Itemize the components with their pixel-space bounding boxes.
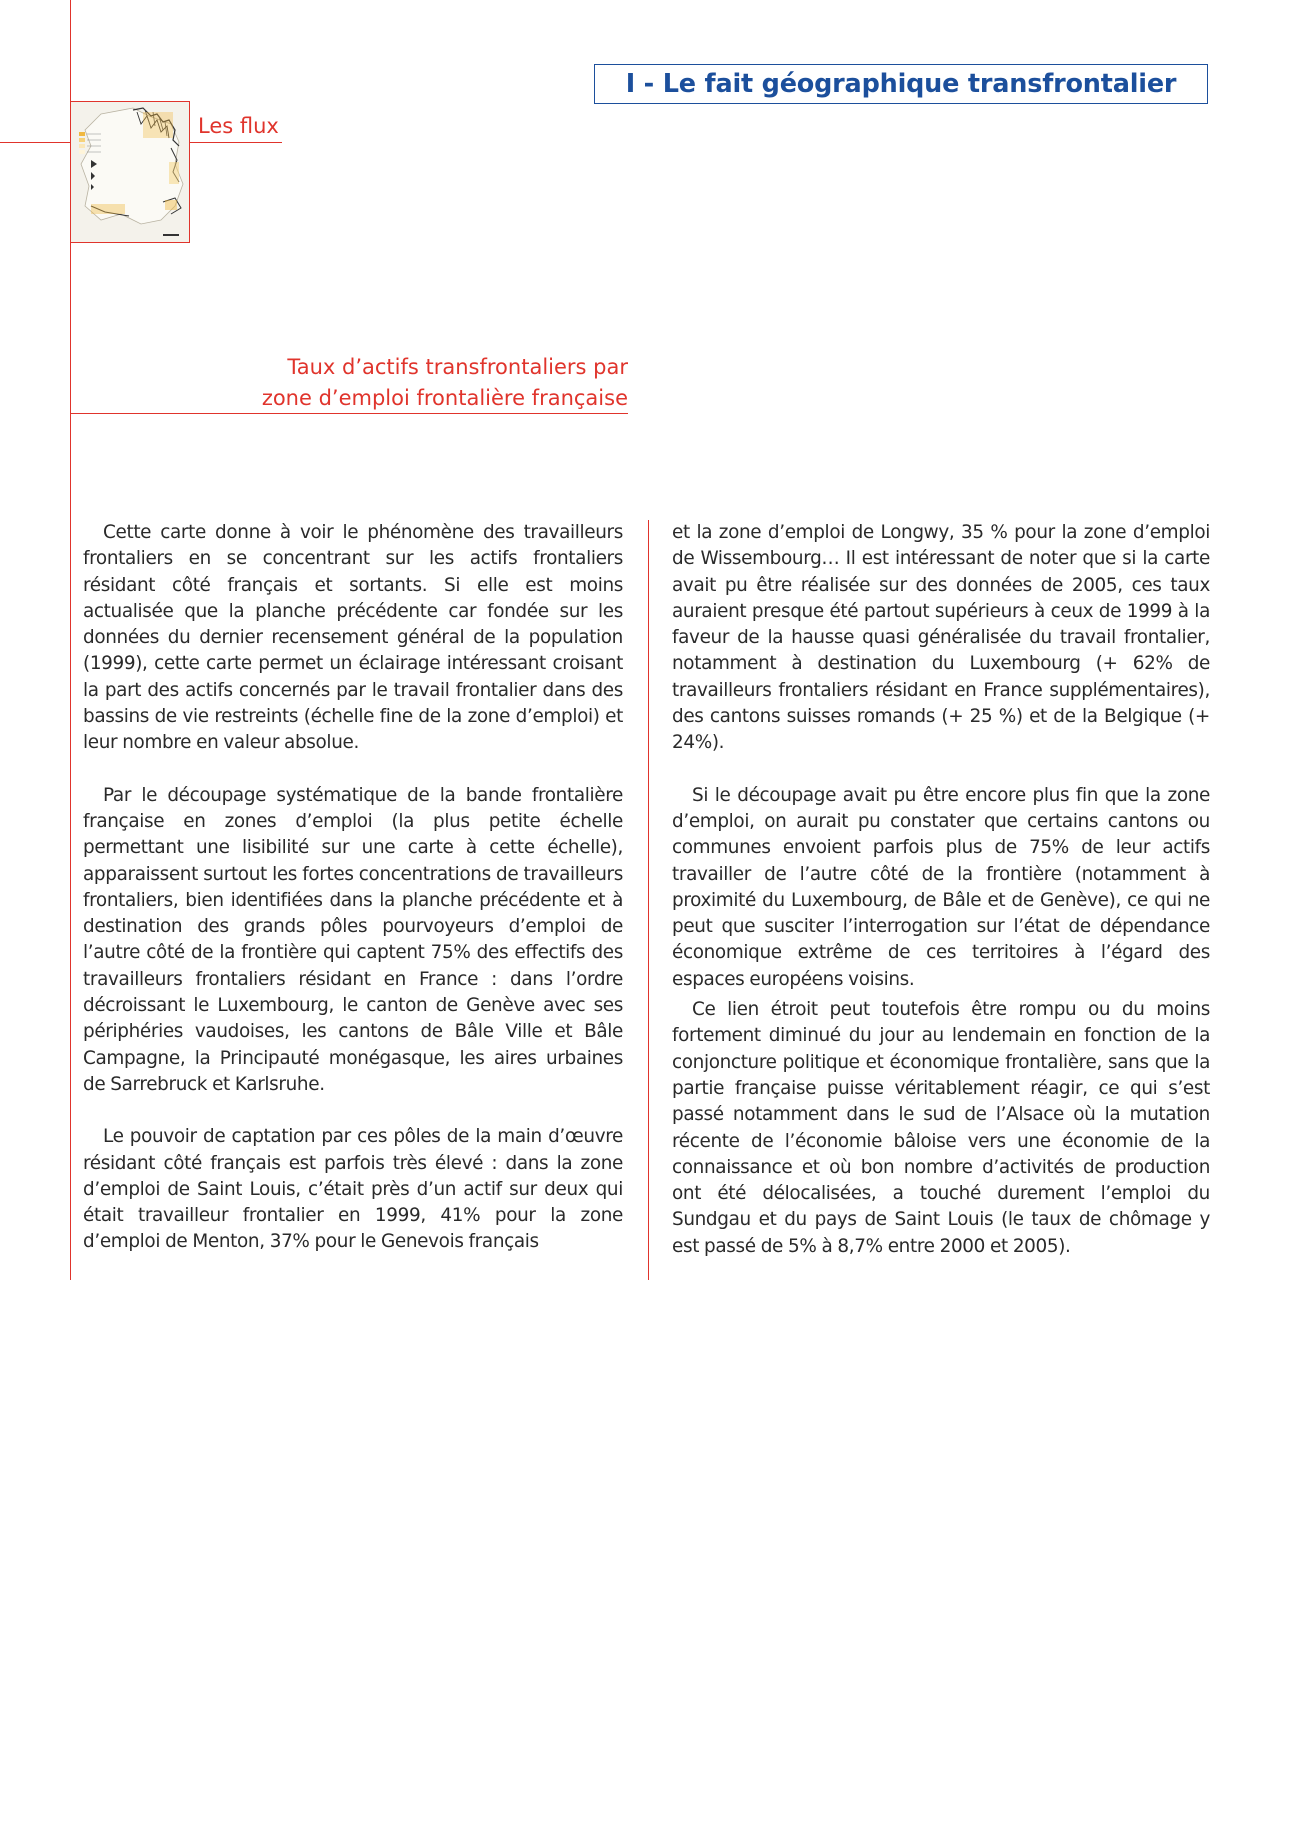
paragraph: Par le découpage systématique de la bande frontalière française en zones d’emploi (la plus petite échelle permettant une lisibilité sur une carte à cette échelle), apparaissent surtout les fortes concentrations de travailleurs frontaliers, bien identifiées dans la planche précédente et à destination des grands pôles pourvoyeurs d’emploi de l’autre côté de la frontière qui captent 75% des effectifs des travailleurs frontaliers résidant en France : dans l’ordre décroissant le Luxembourg, le canton de Genève avec ses périphéries vaudoises, les cantons de Bâle Ville et Bâle Campagne, la Principauté monégasque, les aires urbaines de Sarrebruck et Karlsruhe. bbox=[83, 784, 623, 1095]
figure-caption-line-1: Taux d’actifs transfrontaliers par bbox=[287, 355, 628, 379]
paragraph: et la zone d’emploi de Longwy, 35 % pour la zone d’emploi de Wissembourg… Il est intéressant de noter que si la carte avait pu être réalisée sur des données de 2005, ces taux auraient presque été partout supérieurs à ceux de 1999 à la faveur de la hausse quasi généralisée du travail frontalier, notamment à destination du Luxembourg (+ 62% de travailleurs frontaliers résidant en France supplémentaires), des cantons suisses romands (+ 25 %) et de la Belgique (+ 24%). bbox=[672, 522, 1210, 754]
section-label-underline bbox=[190, 142, 282, 143]
figure-caption-line-2: zone d’emploi frontalière française bbox=[261, 386, 628, 410]
header-rule bbox=[0, 142, 70, 143]
paragraph: Le pouvoir de captation par ces pôles de la main d’œuvre résidant côté français est parfois très élevé : dans la zone d’emploi de Saint Louis, c’était près d’un actif sur deux qui était travailleur frontalier en 1999, 41% pour la zone d’emploi de Menton, 37% pour le Genevois français bbox=[83, 1126, 623, 1253]
chapter-title-box bbox=[594, 64, 1208, 104]
paragraph: Cette carte donne à voir le phénomène des travailleurs frontaliers en se concentrant sur les actifs frontaliers résidant côté français et sortants. Si elle est moins actualisée que la planche précédente car fondée sur les données du dernier recensement général de la population (1999), cette carte permet un éclairage intéressant croisant la part des actifs concernés par le travail frontalier dans des bassins de vie restreints (échelle fine de la zone d’emploi) et leur nombre en valeur absolue. bbox=[83, 522, 623, 754]
paragraph: Si le découpage avait pu être encore plus fin que la zone d’emploi, on aurait pu constater que certains cantons ou communes envoient parfois plus de 75% de leur actifs travailler de l’autre côté de la frontière (notamment à proximité du Luxembourg, de Bâle et de Genève), ce qui ne peut que susciter l’interrogation sur l’état de dépendance économique extrême de ces territoires à l’égard des espaces européens voisins. bbox=[672, 784, 1210, 990]
section-label: Les flux bbox=[198, 114, 279, 138]
left-text-column bbox=[83, 520, 623, 1256]
chapter-title: I - Le fait géographique transfrontalier bbox=[625, 69, 1177, 99]
figure-caption bbox=[262, 352, 628, 414]
map-thumbnail-icon bbox=[70, 101, 190, 243]
paragraph: Ce lien étroit peut toutefois être rompu ou du moins fortement diminué du jour au lendemain en fonction de la conjoncture politique et économique frontalière, sans que la partie française puisse véritablement réagir, ce qui s’est passé notamment dans le sud de l’Alsace où la mutation récente de l’économie bâloise vers une économie de la connaissance et où bon nombre d’activités de production ont été délocalisées, a touché durement l’emploi du Sundgau et du pays de Saint Louis (le taux de chômage y est passé de 5% à 8,7% entre 2000 et 2005). bbox=[672, 999, 1210, 1257]
column-divider-rule bbox=[648, 520, 649, 1280]
right-text-column bbox=[672, 520, 1210, 1260]
france-map-thumbnail bbox=[71, 102, 190, 243]
